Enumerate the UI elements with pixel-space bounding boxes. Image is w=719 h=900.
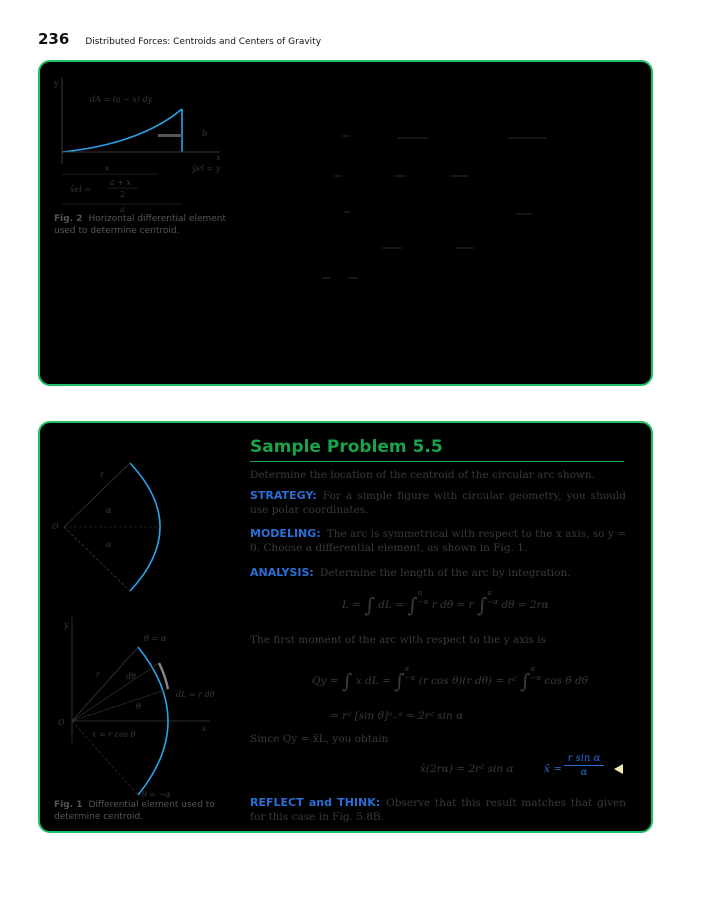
fig1-theta-label: θ [136, 702, 141, 711]
integral-sign: ∫ [342, 669, 353, 693]
arc-radius-upper [64, 463, 130, 527]
integral-sign: ∫ [407, 593, 418, 617]
moment-text: The first moment of the arc with respect to the y axis is [250, 634, 546, 646]
eq2-limits-2: α −α [530, 665, 542, 682]
fig1-theta-bot: θ = −α [142, 790, 171, 799]
arc-diagram [50, 441, 230, 611]
modeling-label: MODELING: [250, 527, 321, 540]
figure-panel-top [38, 60, 653, 386]
result-fraction-bar [564, 765, 604, 766]
eq1-term3: dθ = 2rα [501, 599, 549, 611]
strategy-label: STRATEGY: [250, 489, 317, 502]
answer-marker-icon [614, 764, 623, 774]
fig1-r-label: r [96, 670, 100, 679]
arc-O-label: O [52, 522, 59, 531]
fig1-caption [54, 799, 234, 823]
fig2-caption [54, 213, 240, 237]
arc-r-label: r [100, 470, 104, 479]
fig1-theta-top: θ = α [144, 634, 167, 643]
fig2-yel-label: ȳel = y [192, 164, 221, 173]
strategy-paragraph [250, 489, 626, 517]
title-rule [250, 461, 624, 462]
sample-problem-panel [38, 421, 653, 833]
eq2-term2: (r cos θ)(r dθ) = r² [418, 675, 517, 687]
result-lhs: x̄ = [544, 763, 563, 775]
fig2-caption-text: Horizontal differential element used to determine centroid. [54, 214, 227, 236]
eq1-limits: α −α [417, 589, 429, 606]
integral-sign: ∫ [364, 593, 375, 617]
eq1-lhs: L = [342, 599, 362, 611]
analysis-text: Determine the length of the arc by integration. [319, 567, 571, 579]
equation-final: x̄(2rα) = 2r² sin α [420, 763, 514, 775]
reflect-text: Observe that this result matches that given for this case in Fig. 5.8B. [250, 797, 626, 823]
result-numerator: r sin α [567, 753, 601, 764]
since-text: Since Qy = x̄L, you obtain [250, 733, 389, 745]
eq2-term3: cos θ dθ [544, 675, 589, 687]
eq1-term2: r dθ = r [431, 599, 474, 611]
eq2-term1: x dL = [355, 675, 391, 687]
fig1-xcos-label: x = r cos θ [92, 730, 136, 739]
fig1-y-label: y [64, 620, 69, 629]
equation-moment-result: = r² [sin θ]ᵅ₋ᵅ = 2r² sin α [330, 710, 464, 722]
fig2-dA-label: dA = (a − x) dy [90, 95, 153, 104]
result-denominator: α [580, 767, 588, 778]
fig1-caption-text: Differential element used to determine centroid. [54, 800, 215, 822]
integral-sign: ∫ [394, 669, 405, 693]
eq2-lhs: Qy = [312, 675, 339, 687]
equation-moment [312, 665, 588, 693]
faint-equation-marks [310, 122, 570, 292]
fig2-b-label: b [202, 129, 208, 138]
page-header [38, 30, 321, 48]
modeling-text: The arc is symmetrical with respect to the x axis, so y = 0. Choose a differential element, as shown in Fig. 1. [250, 528, 626, 554]
reflect-label: REFLECT and THINK: [250, 796, 381, 809]
fig2-y-label: y [54, 79, 59, 88]
fig2-diagram [50, 74, 250, 224]
modeling-paragraph [250, 527, 626, 555]
sample-problem-title: Sample Problem 5.5 [250, 437, 443, 457]
fig1-diagram [50, 611, 240, 801]
reflect-paragraph [250, 796, 626, 824]
arc-alpha-lower: α [106, 540, 112, 549]
page-number: 236 [38, 30, 70, 48]
analysis-label: ANALYSIS: [250, 566, 314, 579]
fig2-curve [62, 109, 182, 152]
fig2-a-label: a [120, 205, 125, 214]
fig1-x-label: x [202, 724, 207, 733]
arc-radius-lower [64, 527, 130, 591]
chapter-title: Distributed Forces: Centroids and Centers of Gravity [85, 37, 322, 47]
intro-text: Determine the location of the centroid of the circular arc shown. [250, 469, 595, 481]
fig2-caption-number: Fig. 2 [54, 214, 83, 224]
fig2-xel-label: x̄el = [70, 185, 92, 194]
result-fraction [564, 753, 604, 778]
eq1-limits-2: α −α [487, 589, 499, 606]
fig2-frac-den: 2 [120, 190, 126, 199]
equation-length [342, 589, 549, 617]
integral-sign: ∫ [520, 669, 531, 693]
strategy-text: For a simple figure with circular geometry, you should use polar coordinates. [250, 490, 626, 516]
fig2-x-dim-label: x [105, 164, 110, 173]
integral-sign: ∫ [477, 593, 488, 617]
fig2-frac-num: a + x [110, 178, 132, 187]
eq1-term1: dL = [378, 599, 405, 611]
eq2-limits: α −α [404, 665, 416, 682]
analysis-paragraph [250, 566, 626, 580]
fig1-O-label: O [58, 718, 65, 727]
fig1-caption-number: Fig. 1 [54, 800, 83, 810]
fig1-dL-label: dL = r dθ [176, 690, 215, 699]
fig1-dtheta-label: dθ [126, 672, 136, 681]
fig2-x-axis-label: x [216, 153, 221, 162]
fig2-strip [158, 134, 182, 137]
arc-alpha-upper: α [106, 506, 112, 515]
